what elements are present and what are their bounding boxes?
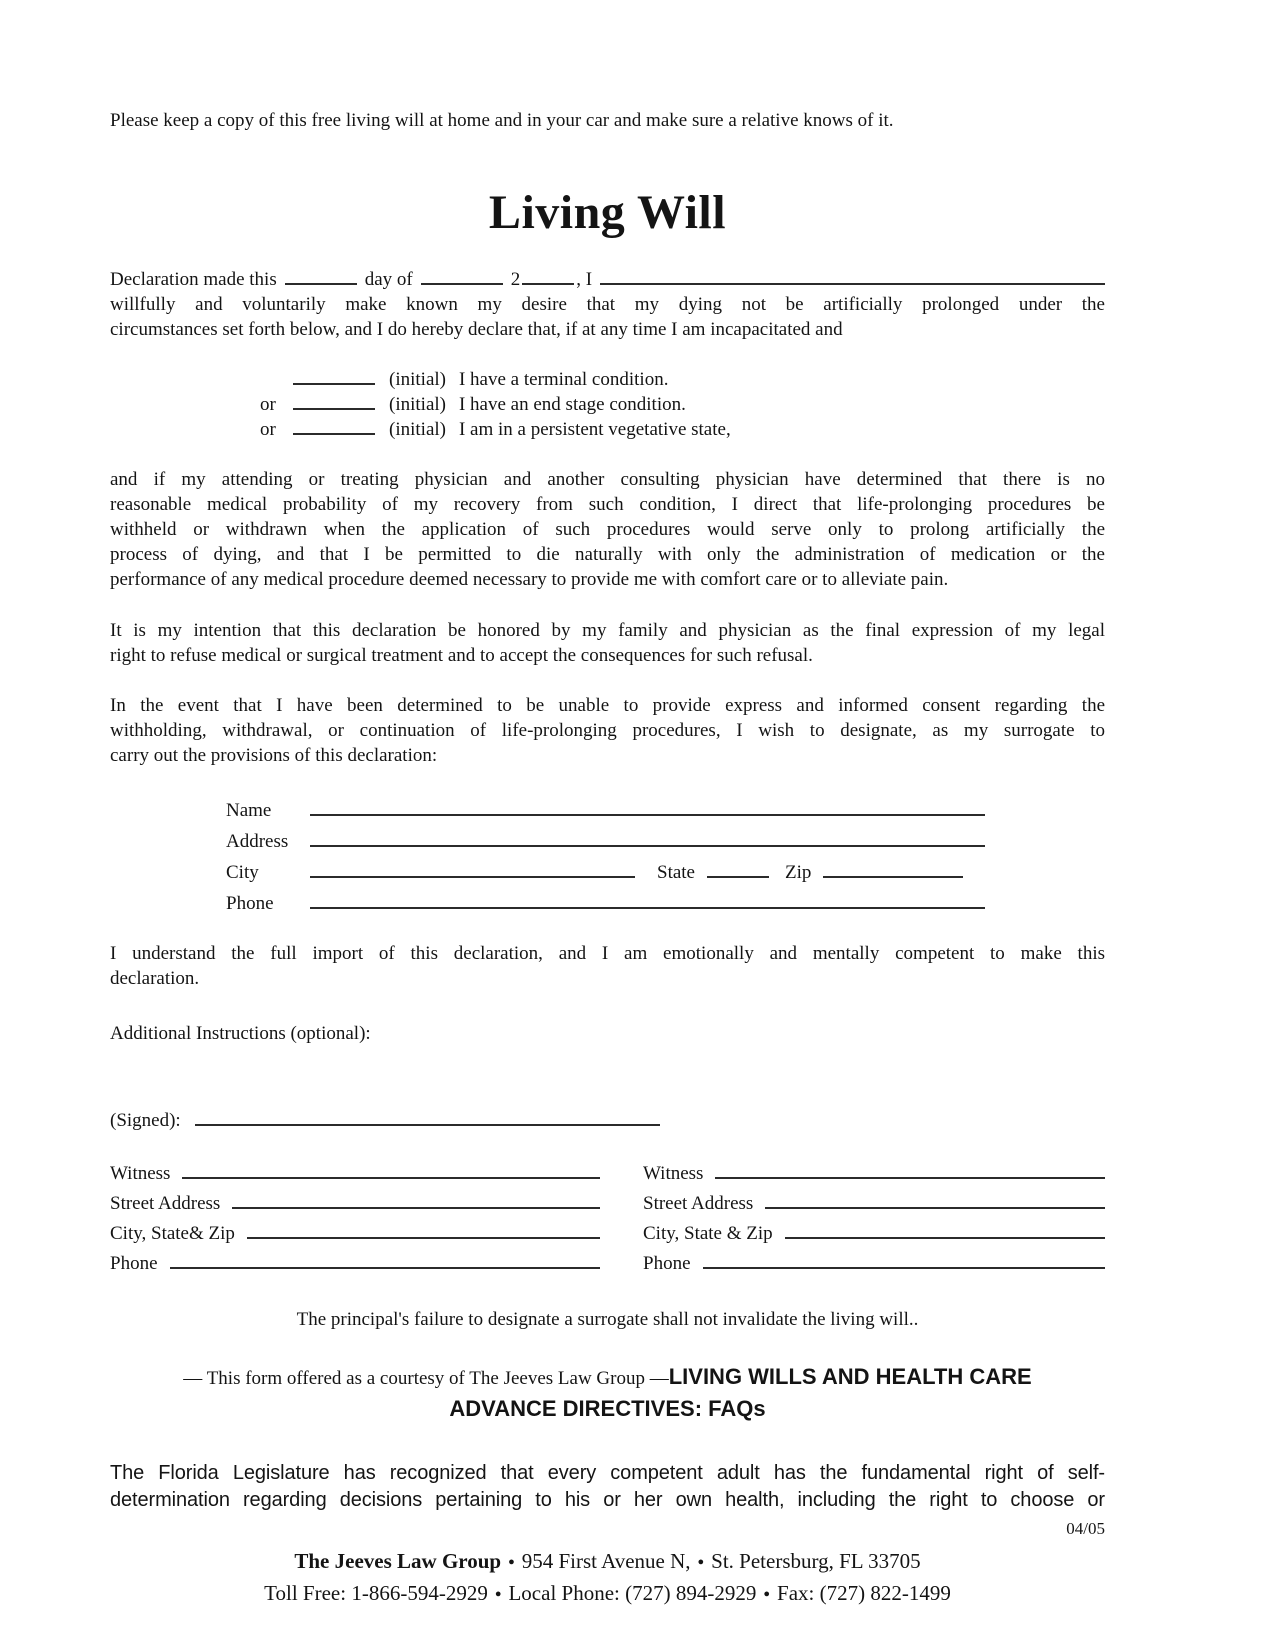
phone-label: Phone bbox=[643, 1253, 691, 1274]
witness-name-row bbox=[643, 1159, 1105, 1189]
witness-city-row bbox=[643, 1219, 1105, 1249]
city-state-zip-label: City, State & Zip bbox=[643, 1223, 773, 1244]
witness-label: Witness bbox=[110, 1163, 171, 1184]
keep-copy-notice: Please keep a copy of this free living will at home and in your car and make sure a relative knows of it. bbox=[110, 110, 894, 131]
surrogate-designation-paragraph bbox=[110, 693, 1105, 768]
state-label: State bbox=[657, 862, 695, 883]
paragraph-line: The Florida Legislature has recognized that every competent adult has the fundamental right of self- bbox=[110, 1462, 1105, 1484]
local-phone-number: Local Phone: (727) 894-2929 bbox=[508, 1581, 757, 1605]
declaration-lead-text: Declaration made this bbox=[110, 269, 277, 290]
end-stage-initial-blank[interactable] bbox=[293, 394, 375, 410]
determination-paragraph bbox=[110, 467, 1105, 592]
condition-row-vegetative bbox=[110, 417, 1105, 442]
initial-label: (initial) bbox=[389, 369, 446, 390]
witness1-city-input-line[interactable] bbox=[247, 1222, 600, 1239]
declaration-paragraph bbox=[110, 292, 1105, 342]
firm-city: St. Petersburg, FL 33705 bbox=[711, 1549, 921, 1573]
surrogate-name-row bbox=[110, 795, 985, 826]
bullet-separator: ● bbox=[763, 1588, 771, 1600]
witness-street-row bbox=[643, 1189, 1105, 1219]
signature-row bbox=[110, 1108, 1105, 1133]
initial-label: (initial) bbox=[389, 394, 446, 415]
paragraph-line: reasonable medical probability of my recovery from such condition, I direct that life-prolonging procedures be bbox=[110, 494, 1105, 515]
surrogate-zip-input-line[interactable] bbox=[823, 860, 963, 878]
month-blank[interactable] bbox=[421, 269, 503, 285]
paragraph-line: right to refuse medical or surgical treatment and to accept the consequences for such refusal. bbox=[110, 645, 813, 666]
firm-name: The Jeeves Law Group bbox=[294, 1549, 502, 1573]
firm-street: 954 First Avenue N, bbox=[521, 1549, 691, 1573]
vegetative-initial-blank[interactable] bbox=[293, 419, 375, 435]
terminal-initial-blank[interactable] bbox=[293, 369, 375, 385]
day-number-blank[interactable] bbox=[285, 269, 357, 285]
courtesy-bold-text-line2: ADVANCE DIRECTIVES: FAQs bbox=[449, 1396, 766, 1421]
street-address-label: Street Address bbox=[643, 1193, 754, 1214]
surrogate-phone-input-line[interactable] bbox=[310, 891, 985, 909]
surrogate-city-state-zip-row bbox=[110, 857, 985, 888]
principal-failure-note: The principal's failure to designate a surrogate shall not invalidate the living will.. bbox=[296, 1309, 919, 1330]
florida-legislature-paragraph bbox=[110, 1460, 1105, 1514]
witness-name-row bbox=[110, 1159, 600, 1189]
or-label: or bbox=[260, 419, 276, 440]
signature-input-line[interactable] bbox=[195, 1110, 660, 1126]
bullet-separator: ● bbox=[494, 1588, 502, 1600]
or-label: or bbox=[260, 394, 276, 415]
city-label: City bbox=[226, 862, 259, 883]
paragraph-line: It is my intention that this declaration be honored by my family and physician as the final expression of my legal bbox=[110, 620, 1105, 641]
declaration-body-line: circumstances set forth below, and I do hereby declare that, if at any time I am incapacitated and bbox=[110, 319, 843, 340]
surrogate-state-input-line[interactable] bbox=[707, 860, 769, 878]
surrogate-city-input-line[interactable] bbox=[310, 860, 635, 878]
document-title: Living Will bbox=[488, 186, 727, 239]
city-state-zip-label: City, State& Zip bbox=[110, 1223, 235, 1244]
paragraph-line: performance of any medical procedure deemed necessary to provide me with comfort care or to alleviate pain. bbox=[110, 569, 949, 590]
courtesy-note bbox=[110, 1362, 1105, 1424]
comma-i-text: , I bbox=[576, 269, 593, 290]
witness2-name-input-line[interactable] bbox=[715, 1162, 1105, 1179]
witness-phone-row bbox=[110, 1249, 600, 1279]
witness2-city-input-line[interactable] bbox=[785, 1222, 1105, 1239]
witness-column-left bbox=[110, 1159, 600, 1279]
witness-city-row bbox=[110, 1219, 600, 1249]
surrogate-name-input-line[interactable] bbox=[310, 798, 985, 816]
paragraph-line: determination regarding decisions pertaining to his or her own health, including the right to choose or bbox=[110, 1489, 1105, 1511]
witness-label: Witness bbox=[643, 1163, 704, 1184]
condition-text: I have a terminal condition. bbox=[458, 369, 669, 390]
paragraph-line: and if my attending or treating physician and another consulting physician have determined that there is no bbox=[110, 469, 1105, 490]
surrogate-contact-form bbox=[110, 795, 985, 919]
version-stamp: 04/05 bbox=[1066, 1519, 1105, 1538]
surrogate-phone-row bbox=[110, 888, 985, 919]
phone-label: Phone bbox=[110, 1253, 158, 1274]
witness2-phone-input-line[interactable] bbox=[703, 1252, 1106, 1269]
condition-text: I have an end stage condition. bbox=[458, 394, 686, 415]
courtesy-serif-text: — This form offered as a courtesy of The Jeeves Law Group — bbox=[183, 1368, 669, 1389]
condition-initial-list bbox=[110, 367, 1105, 442]
fax-number: Fax: (727) 822-1499 bbox=[777, 1581, 951, 1605]
intention-paragraph bbox=[110, 618, 1105, 668]
paragraph-line: withholding, withdrawal, or continuation of life-prolonging procedures, I wish to designate, as my surrogate to bbox=[110, 720, 1105, 741]
condition-row-terminal bbox=[110, 367, 1105, 392]
toll-free-number: Toll Free: 1-866-594-2929 bbox=[264, 1581, 488, 1605]
bullet-separator: ● bbox=[697, 1556, 705, 1568]
initial-label: (initial) bbox=[389, 419, 446, 440]
condition-row-end-stage bbox=[110, 392, 1105, 417]
paragraph-line: carry out the provisions of this declaration: bbox=[110, 745, 438, 766]
street-address-label: Street Address bbox=[110, 1193, 221, 1214]
witness1-name-input-line[interactable] bbox=[182, 1162, 600, 1179]
declaration-date-line bbox=[110, 267, 1105, 292]
courtesy-bold-text: LIVING WILLS AND HEALTH CARE bbox=[668, 1364, 1032, 1389]
signed-label: (Signed): bbox=[110, 1110, 181, 1131]
witness2-street-input-line[interactable] bbox=[765, 1192, 1105, 1209]
competence-paragraph bbox=[110, 941, 1105, 991]
surrogate-address-row bbox=[110, 826, 985, 857]
condition-text: I am in a persistent vegetative state, bbox=[458, 419, 731, 440]
year-blank[interactable] bbox=[522, 269, 574, 285]
paragraph-line: In the event that I have been determined to be unable to provide express and informed consent regarding the bbox=[110, 695, 1105, 716]
surrogate-address-input-line[interactable] bbox=[310, 829, 985, 847]
witness-column-right bbox=[643, 1159, 1105, 1279]
bullet-separator: ● bbox=[508, 1556, 515, 1568]
paragraph-line: declaration. bbox=[110, 968, 200, 989]
firm-phone-line bbox=[110, 1581, 1105, 1607]
witness1-street-input-line[interactable] bbox=[232, 1192, 600, 1209]
witness-section bbox=[110, 1159, 1105, 1279]
paragraph-line: withheld or withdrawn when the application of such procedures would serve only to prolong artificially the bbox=[110, 519, 1105, 540]
year-prefix-text: 2 bbox=[510, 269, 521, 290]
paragraph-line: process of dying, and that I be permitted to die naturally with only the administration of medication or the bbox=[110, 544, 1105, 565]
paragraph-line: I understand the full import of this declaration, and I am emotionally and mentally competent to make this bbox=[110, 943, 1105, 964]
declarant-name-blank[interactable] bbox=[600, 269, 1105, 285]
zip-label: Zip bbox=[785, 862, 812, 883]
phone-label: Phone bbox=[226, 893, 274, 914]
additional-instructions-label: Additional Instructions (optional): bbox=[110, 1023, 371, 1044]
witness1-phone-input-line[interactable] bbox=[170, 1252, 601, 1269]
witness-phone-row bbox=[643, 1249, 1105, 1279]
name-label: Name bbox=[226, 800, 272, 821]
firm-address-line bbox=[110, 1549, 1105, 1575]
witness-street-row bbox=[110, 1189, 600, 1219]
address-label: Address bbox=[226, 831, 289, 852]
declaration-body-line: willfully and voluntarily make known my desire that my dying not be artificially prolonged under the bbox=[110, 294, 1105, 315]
day-of-text: day of bbox=[364, 269, 413, 290]
